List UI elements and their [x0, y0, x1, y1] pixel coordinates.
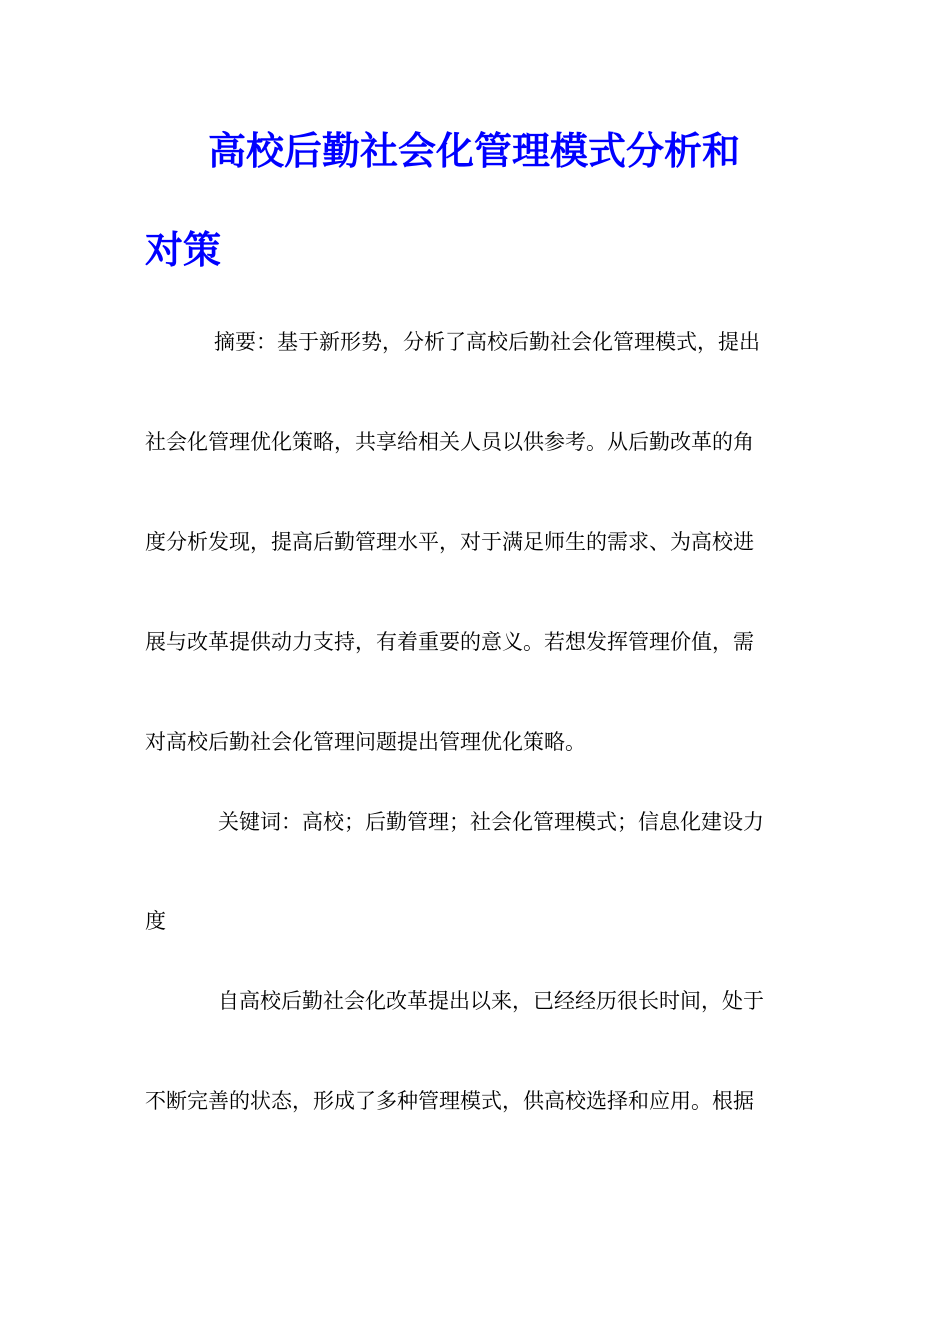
paragraph-line-2: 不断完善的状态，形成了多种管理模式，供高校选择和应用。根据 [145, 1089, 754, 1113]
document-title-line-1: 高校后勤社会化管理模式分析和 [208, 128, 741, 173]
abstract-line-1: 摘要：基于新形势，分析了高校后勤社会化管理模式，提出 [214, 330, 760, 354]
abstract-line-5: 对高校后勤社会化管理问题提出管理优化策略。 [145, 730, 586, 754]
abstract-line-2: 社会化管理优化策略，共享给相关人员以供参考。从后勤改革的角 [145, 430, 754, 454]
keywords-line-1: 关键词：高校；后勤管理；社会化管理模式；信息化建设力 [218, 810, 764, 834]
abstract-line-3: 度分析发现，提高后勤管理水平，对于满足师生的需求、为高校进 [145, 530, 754, 554]
abstract-line-4: 展与改革提供动力支持，有着重要的意义。若想发挥管理价值，需 [145, 630, 754, 654]
keywords-line-2: 度 [145, 909, 166, 933]
paragraph-line-1: 自高校后勤社会化改革提出以来，已经经历很长时间，处于 [218, 989, 764, 1013]
document-title-line-2: 对策 [145, 227, 222, 272]
